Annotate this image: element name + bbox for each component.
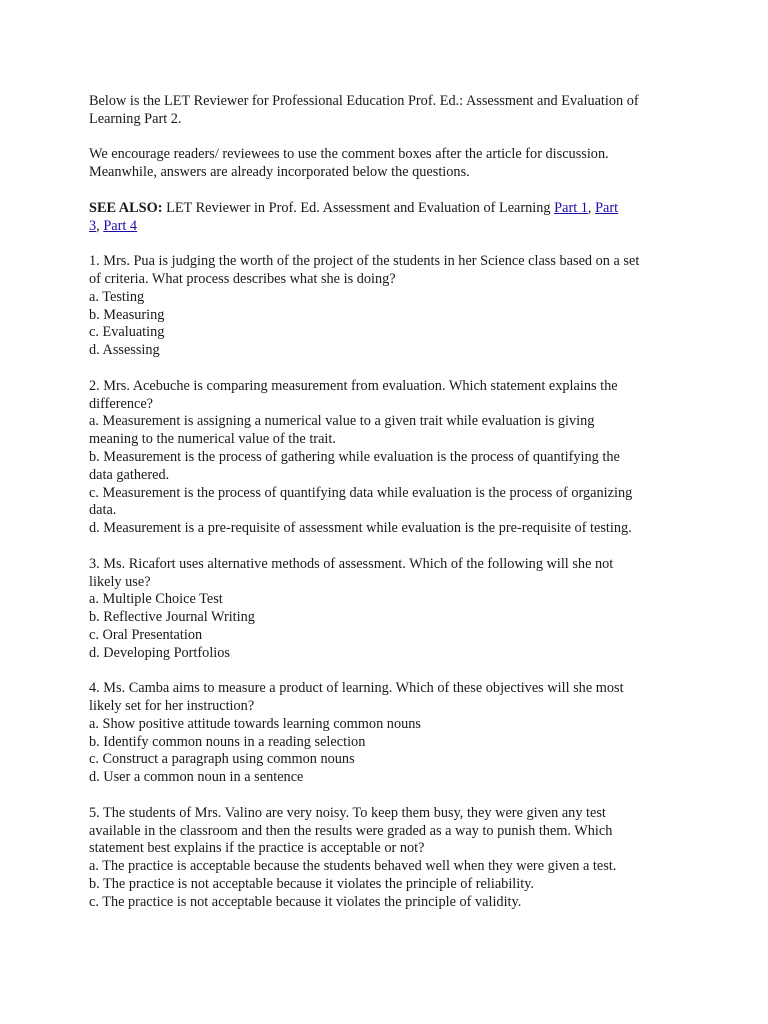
choice: d. Developing Portfolios xyxy=(89,644,230,661)
choice: a. The practice is acceptable because the students behaved well when they were given a test. xyxy=(89,858,617,875)
encourage-line: We encourage readers/ reviewees to use the comment boxes after the article for discussion. xyxy=(89,146,609,163)
question-2 xyxy=(89,378,679,538)
question-text: statement best explains if the practice is acceptable or not? xyxy=(89,840,425,857)
document-page xyxy=(89,93,679,929)
choice: b. Reflective Journal Writing xyxy=(89,609,255,626)
part-1-link[interactable]: Part 1 xyxy=(554,199,588,216)
choice: b. Measuring xyxy=(89,306,165,323)
see-also-paragraph xyxy=(89,200,679,236)
encourage-line: Meanwhile, answers are already incorporated below the questions. xyxy=(89,164,470,181)
see-also-label: SEE ALSO: xyxy=(89,199,163,216)
question-text: 2. Mrs. Acebuche is comparing measurement from evaluation. Which statement explains the xyxy=(89,377,618,394)
question-text: available in the classroom and then the results were graded as a way to punish them. Which xyxy=(89,822,613,839)
question-3 xyxy=(89,556,679,663)
choice: c. Measurement is the process of quantifying data while evaluation is the process of organizing xyxy=(89,484,633,501)
choice: a. Multiple Choice Test xyxy=(89,591,223,608)
link-separator: , xyxy=(587,199,596,216)
intro-line: Learning Part 2. xyxy=(89,110,182,127)
see-also-text: LET Reviewer in Prof. Ed. Assessment and Evaluation of Learning xyxy=(162,199,555,216)
choice: c. Evaluating xyxy=(89,324,165,341)
intro-paragraph xyxy=(89,93,679,129)
choice: meaning to the numerical value of the trait. xyxy=(89,431,336,448)
choice: b. Measurement is the process of gathering while evaluation is the process of quantifying the xyxy=(89,448,620,465)
choice: d. Assessing xyxy=(89,342,160,359)
part-3-link-text: Part xyxy=(595,199,619,216)
choice: c. Oral Presentation xyxy=(89,626,203,643)
question-text: likely use? xyxy=(89,573,151,590)
question-1 xyxy=(89,253,679,360)
intro-line: Below is the LET Reviewer for Professional Education Prof. Ed.: Assessment and Evaluation of xyxy=(89,93,639,109)
question-4 xyxy=(89,680,679,787)
question-text: likely set for her instruction? xyxy=(89,698,255,715)
choice: b. Identify common nouns in a reading selection xyxy=(89,733,366,750)
choice: data gathered. xyxy=(89,466,170,483)
choice: a. Testing xyxy=(89,288,145,305)
choice: d. User a common noun in a sentence xyxy=(89,769,304,786)
question-text: difference? xyxy=(89,395,154,412)
choice: d. Measurement is a pre-requisite of assessment while evaluation is the pre-requisite of testing. xyxy=(89,520,632,537)
choice: b. The practice is not acceptable because it violates the principle of reliability. xyxy=(89,876,535,893)
question-text: 1. Mrs. Pua is judging the worth of the project of the students in her Science class based on a set xyxy=(89,253,640,270)
question-text: 4. Ms. Camba aims to measure a product of learning. Which of these objectives will she most xyxy=(89,680,624,697)
link-separator: , xyxy=(96,217,104,234)
question-text: 3. Ms. Ricafort uses alternative methods of assessment. Which of the following will she not xyxy=(89,555,614,572)
question-text: 5. The students of Mrs. Valino are very noisy. To keep them busy, they were given any test xyxy=(89,804,606,821)
choice: a. Measurement is assigning a numerical value to a given trait while evaluation is giving xyxy=(89,413,595,430)
encourage-paragraph xyxy=(89,146,679,182)
choice: c. The practice is not acceptable because it violates the principle of validity. xyxy=(89,893,522,910)
question-text: of criteria. What process describes what she is doing? xyxy=(89,270,396,287)
part-3-link-number: 3 xyxy=(89,217,97,234)
part-4-link[interactable]: Part 4 xyxy=(103,217,138,234)
choice: c. Construct a paragraph using common nouns xyxy=(89,751,355,768)
question-5 xyxy=(89,805,679,912)
choice: a. Show positive attitude towards learning common nouns xyxy=(89,715,421,732)
choice: data. xyxy=(89,502,117,519)
